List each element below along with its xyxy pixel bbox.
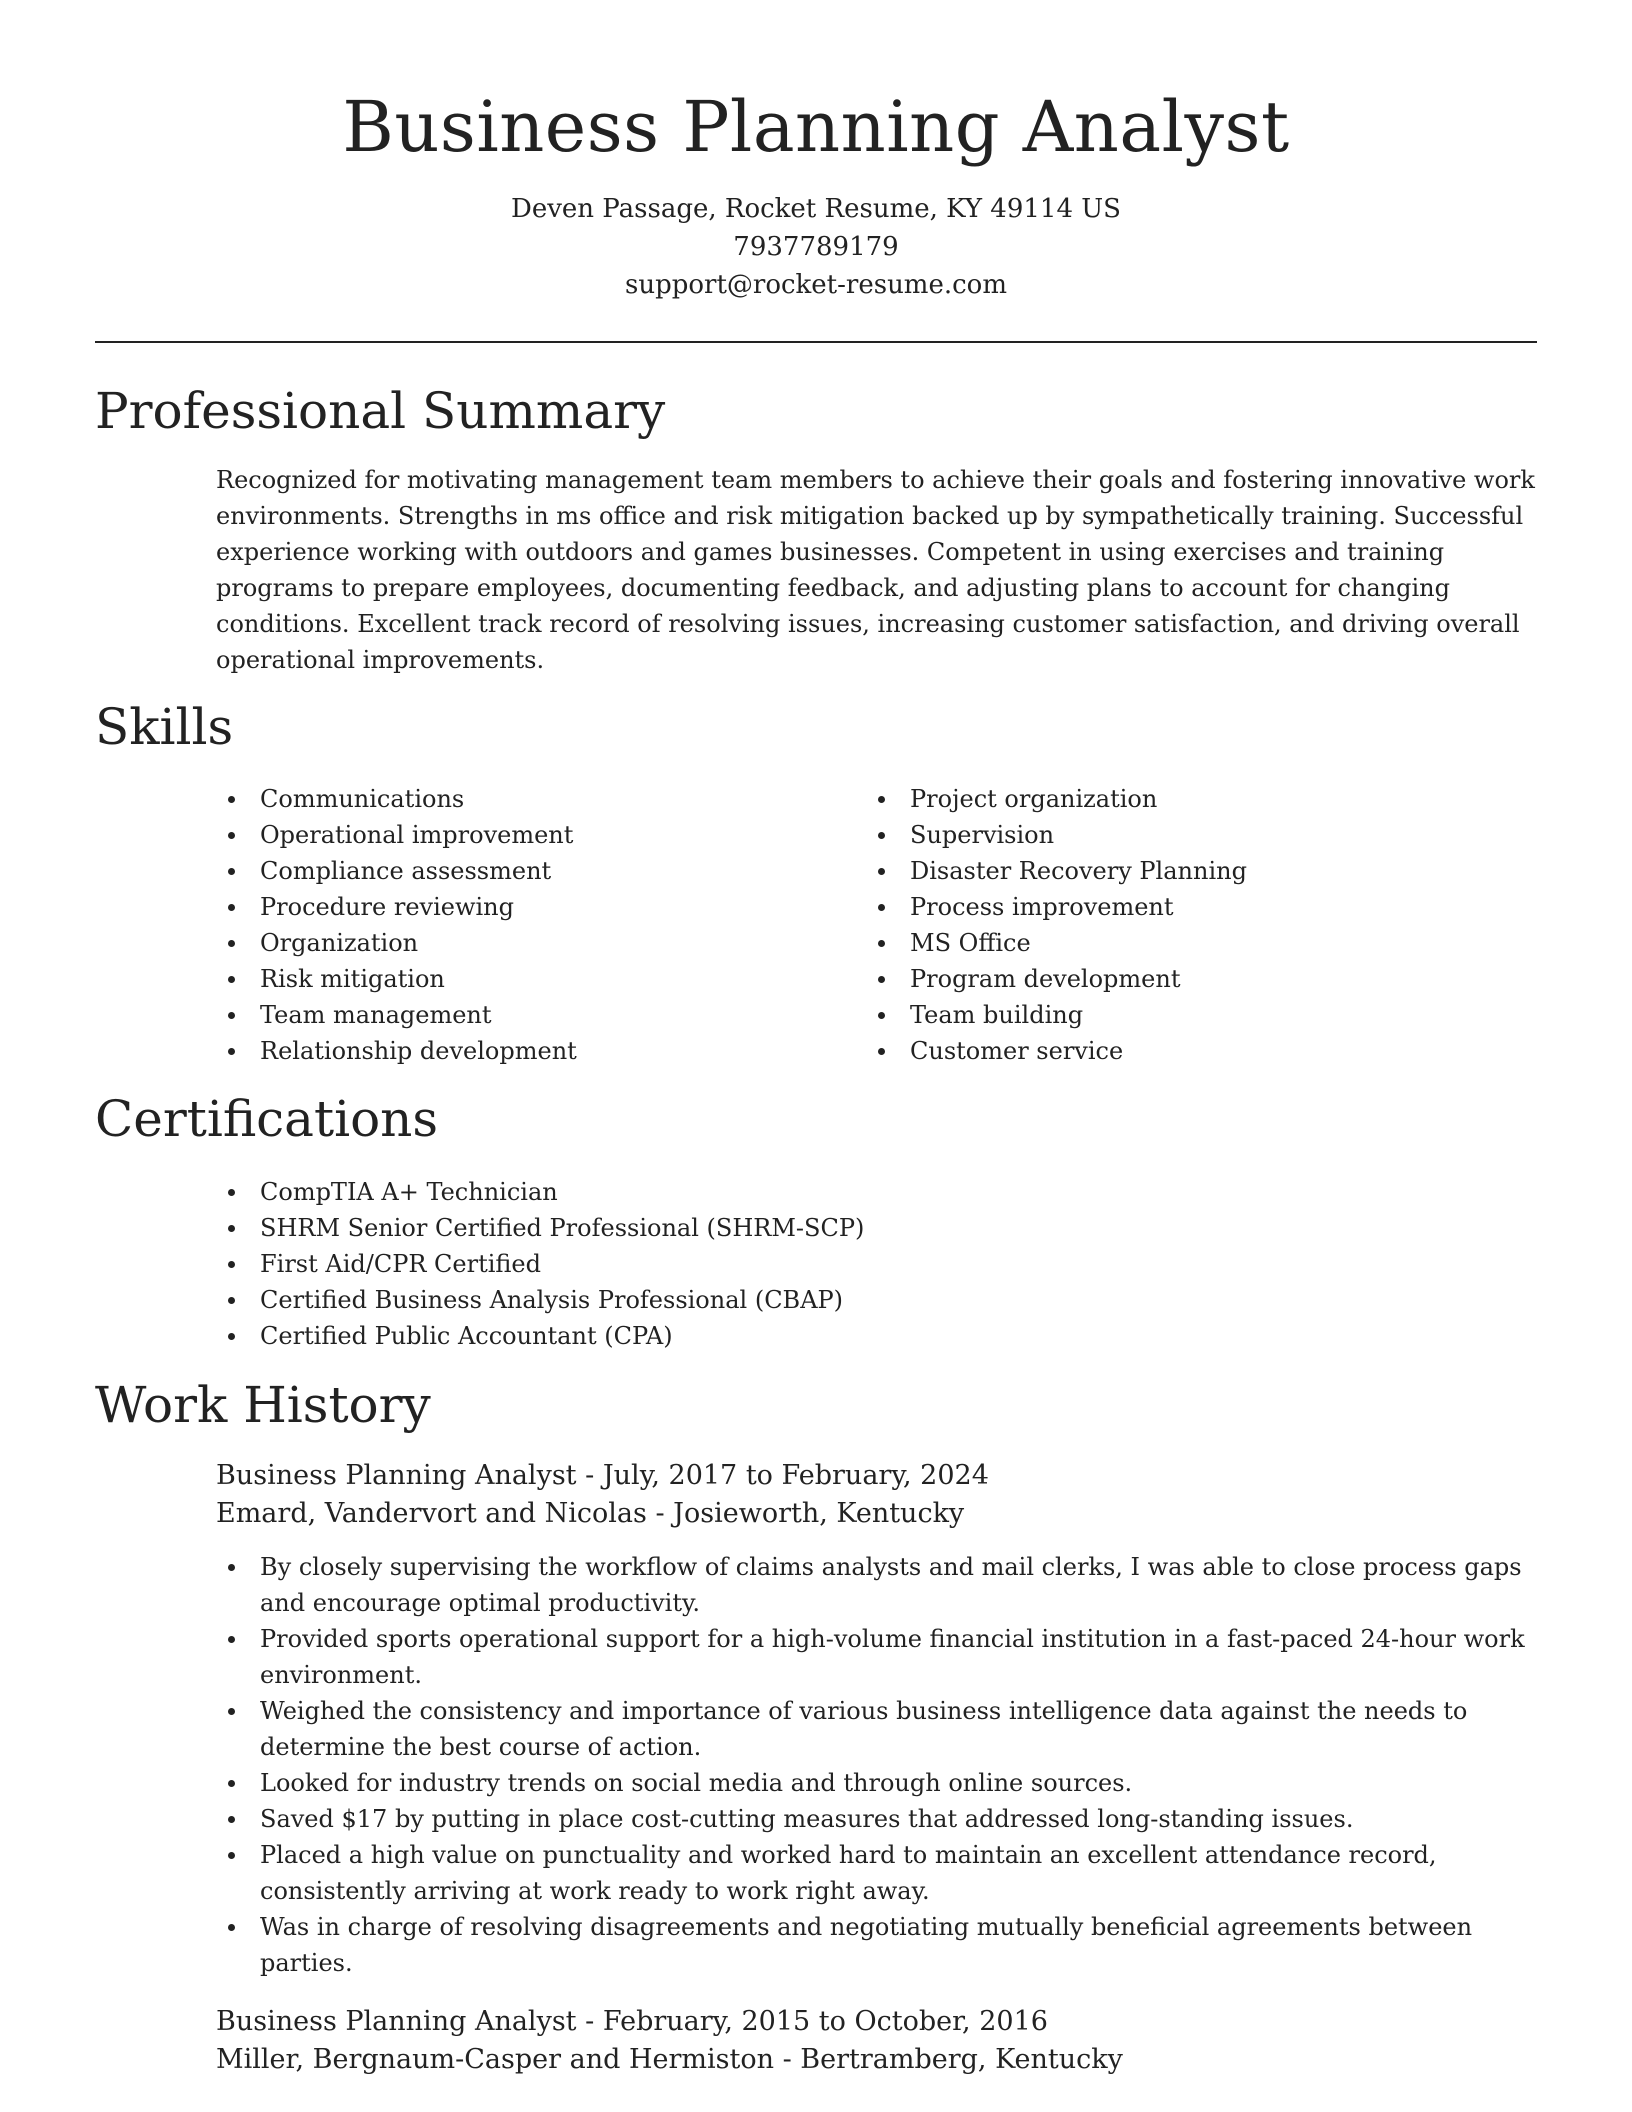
job-company-line	[216, 2041, 1536, 2079]
skill-item: Project organization	[866, 781, 1486, 817]
job-title-line	[216, 1457, 1536, 1495]
section-title-certifications: Certifications	[95, 1090, 439, 1148]
section-title-summary: Professional Summary	[95, 382, 666, 440]
skill-item: Relationship development	[216, 1033, 836, 1069]
job-dates: July, 2017 to February, 2024	[602, 1460, 989, 1491]
resume-header	[95, 82, 1537, 304]
job-company-line	[216, 1495, 1536, 1533]
certification-item: CompTIA A+ Technician	[216, 1174, 1116, 1210]
job-location: Bertramberg, Kentucky	[800, 2044, 1123, 2075]
skill-item: Procedure reviewing	[216, 889, 836, 925]
header-divider	[95, 341, 1537, 343]
section-title-work-history: Work History	[95, 1376, 431, 1434]
separator: -	[576, 1460, 603, 1491]
job-bullet: Looked for industry trends on social media and through online sources.	[216, 1765, 1536, 1801]
skill-item: Program development	[866, 961, 1486, 997]
skill-item: Team management	[216, 997, 836, 1033]
certification-item: Certified Public Accountant (CPA)	[216, 1318, 1116, 1354]
skill-item: Compliance assessment	[216, 853, 836, 889]
skill-item: Disaster Recovery Planning	[866, 853, 1486, 889]
skill-item: Team building	[866, 997, 1486, 1033]
separator: -	[773, 2044, 801, 2075]
job-bullet: Provided sports operational support for a high-volume financial institution in a fast-paced 24-hour work environment.	[216, 1621, 1536, 1693]
email: support@rocket-resume.com	[624, 270, 1007, 300]
page-title: Business Planning Analyst	[342, 86, 1290, 168]
skill-item: Operational improvement	[216, 817, 836, 853]
skill-item: Customer service	[866, 1033, 1486, 1069]
contact-info	[95, 190, 1537, 304]
job-bullet: Was in charge of resolving disagreements and negotiating mutually beneficial agreements between parties.	[216, 1909, 1536, 1981]
job-entry	[216, 2003, 1536, 2079]
skill-item: Supervision	[866, 817, 1486, 853]
job-location: Josieworth, Kentucky	[673, 1498, 965, 1529]
job-dates: February, 2015 to October, 2016	[602, 2006, 1048, 2037]
job-bullet: Saved $17 by putting in place cost-cutting measures that addressed long-standing issues.	[216, 1801, 1536, 1837]
certification-item: First Aid/CPR Certified	[216, 1246, 1116, 1282]
job-bullet: By closely supervising the workflow of claims analysts and mail clerks, I was able to close process gaps and encourage optimal productivity.	[216, 1549, 1536, 1621]
job-entry	[216, 1457, 1536, 1981]
address: Deven Passage, Rocket Resume, KY 49114 US	[510, 194, 1121, 224]
skill-item: Process improvement	[866, 889, 1486, 925]
job-company: Emard, Vandervort and Nicolas	[216, 1498, 647, 1529]
job-title-line	[216, 2003, 1536, 2041]
section-title-skills: Skills	[95, 698, 234, 756]
skill-item: MS Office	[866, 925, 1486, 961]
separator: -	[576, 2006, 603, 2037]
job-company: Miller, Bergnaum-Casper and Hermiston	[216, 2044, 774, 2075]
job-bullet: Placed a high value on punctuality and worked hard to maintain an excellent attendance record, consistently arriving at work ready to work right away.	[216, 1837, 1536, 1909]
job-title: Business Planning Analyst	[216, 1460, 577, 1491]
skill-item: Communications	[216, 781, 836, 817]
job-bullet: Weighed the consistency and importance of various business intelligence data against the needs to determine the best course of action.	[216, 1693, 1536, 1765]
certifications-list	[216, 1174, 1116, 1354]
job-title: Business Planning Analyst	[216, 2006, 577, 2037]
separator: -	[646, 1498, 674, 1529]
skills-list-left	[216, 781, 836, 1069]
job-bullets	[216, 1549, 1536, 1981]
skill-item: Organization	[216, 925, 836, 961]
skill-item: Risk mitigation	[216, 961, 836, 997]
certification-item: SHRM Senior Certified Professional (SHRM-SCP)	[216, 1210, 1116, 1246]
summary-text: Recognized for motivating management team members to achieve their goals and fostering innovative work environments. Strengths in ms office and risk mitigation backed up by sympathetically training. Successful experience working with outdoors and games businesses. Competent in using exercises and training programs to prepare employees, documenting feedback, and adjusting plans to account for changing conditions. Excellent track record of resolving issues, increasing customer satisfaction, and driving overall operational improvements.	[216, 466, 1535, 674]
phone: 7937789179	[733, 232, 899, 262]
skills-list-right	[866, 781, 1486, 1069]
certification-item: Certified Business Analysis Professional (CBAP)	[216, 1282, 1116, 1318]
